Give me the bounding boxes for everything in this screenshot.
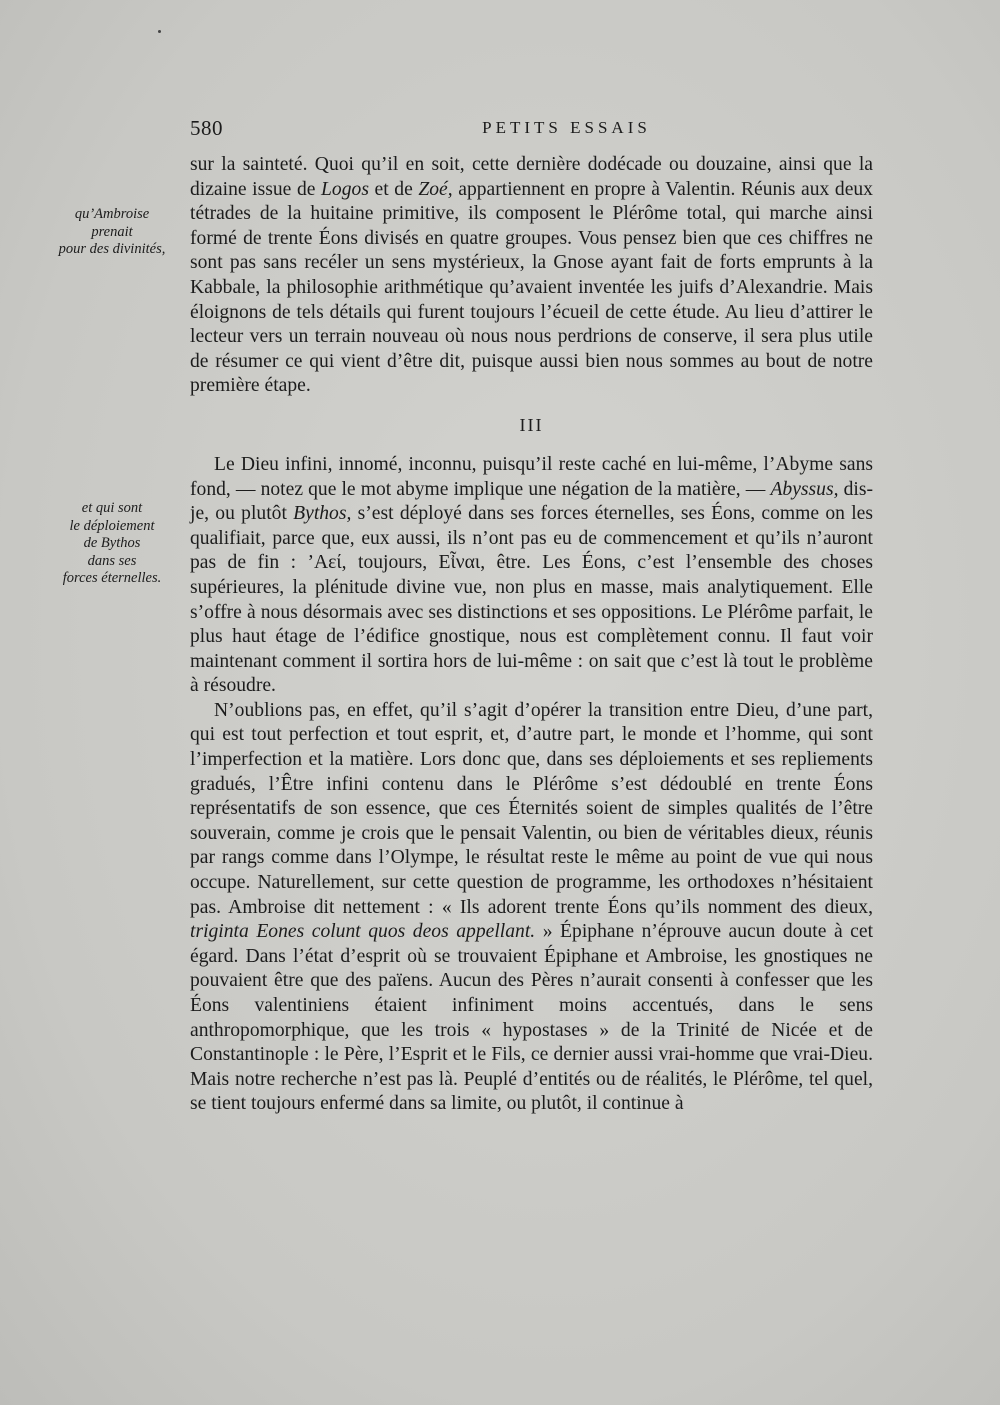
running-head: PETITS ESSAIS	[482, 118, 651, 137]
body-text	[190, 153, 873, 1117]
margin-note-line: de Bythos	[83, 535, 141, 551]
margin-note-line: qu’Ambroise	[74, 206, 150, 222]
margin-note-line: dans ses	[87, 552, 137, 569]
margin-note	[42, 206, 182, 259]
text-run: sur la sainteté. Quoi qu’il en soit, cette dernière dodécade ou douzaine, ainsi que la dizaine issue de	[190, 154, 873, 200]
italic-text-run: Bythos,	[293, 503, 352, 525]
text-run: appartiennent en propre à Valentin. Réunis aux deux tétrades de la huitaine primitive, ils composent le Plérôme total, qui marche ainsi formé de trente Éons divisés en quatre groupes. Vous pensez bien que ces chiffres ne sont pas sans recéler un sens mystérieux, la Gnose ayant fait de forts emprunts à la Kabbale, la philosophie arithmétique qu’avaient inventée les juifs d’Alexandrie. Mais éloignons de tels détails qui furent toujours l’écueil de cette étude. Au lieu d’attirer le lecteur vers un terrain nouveau où nous nous perdrions de conserve, il sera plus utile de résumer ce qui vient d’être dit, puisque aussi bien nous sommes au bout de notre première étape.	[190, 178, 873, 397]
paragraph	[190, 453, 873, 699]
margin-note-line: pour des divinités,	[58, 241, 166, 257]
italic-text-run: Abyssus,	[770, 478, 839, 500]
paragraph	[190, 699, 873, 1117]
text-run: dis-je, ou plutôt	[190, 478, 873, 525]
text-run: » Épiphane n’éprouve aucun doute à cet égard. Dans l’état d’esprit où se trouvaient Épiphane et Ambroise, les gnostiques ne pouvaient être que des païens. Aucun des Pères n’aurait consenti à confesser que les Éons valentiniens étaient infiniment moins accentués, dans le sens anthropomorphique, que les trois « hypostases » de la Trinité de Nicée et de Constantinople : le Père, l’Esprit et le Fils, ce dernier aussi vrai-homme que vrai-Dieu. Mais notre recherche n’est pas là. Peuplé d’entités ou de réalités, le Plérôme, tel quel, se tient toujours enfermé dans sa limite, ou plutôt, il continue à	[190, 921, 874, 1115]
margin-note	[42, 500, 182, 588]
paragraph	[190, 153, 873, 399]
section-numeral: III	[519, 414, 544, 435]
italic-text-run: Zoé,	[418, 178, 453, 200]
margin-note-line: forces éternelles.	[62, 570, 162, 586]
ink-speck	[158, 30, 161, 33]
text-run: Le Dieu infini, innomé, inconnu, puisqu’il reste caché en lui-même, l’Abyme sans fond, — notez que le mot abyme implique une négation de la matière, —	[190, 453, 873, 500]
text-run: N’oublions pas, en effet, qu’il s’agit d’opérer la transition entre Dieu, d’une part, qui est tout perfection et tout esprit, et, d’autre part, le monde et l’homme, qui sont l’imperfection et la matière. Lors donc que, dans ses déploiements et ses repliements gradués, l’Être infini contenu dans le Plérôme s’est dédoublé en trente Éons représentatifs de son essence, que ces Éternités soient de simples qualités de l’être souverain, comme je crois que le pensait Valentin, ou bien de véritables dieux, réunis par rangs comme dans l’Olympe, le résultat reste le même au point de vue qui nous occupe. Naturellement, sur cette question de programme, les orthodoxes n’hésitaient pas. Ambroise dit nettement : « Ils adorent trente Éons qu’ils nomment des dieux,	[190, 699, 873, 918]
page-number: 580	[190, 116, 223, 140]
margin-note-line: le déploiement	[69, 517, 155, 534]
page-header	[190, 116, 873, 144]
text-run: et de	[368, 178, 419, 200]
italic-text-run: Logos	[321, 178, 369, 200]
text-run: s’est déployé dans ses forces éternelles, ses Éons, comme on les qualifiait, parce que, eux aussi, ils n’ont pas eu de commencement et qu’ils n’auront pas de fin : ’Αεί, toujours, Εἶναι, être. Les Éons, c’est l’ensemble des choses supérieures, la plénitude divine vue, non plus en masse, mais analytiquement. Elle s’offre à nous désormais avec ses distinctions et ses oppositions. Le Plérôme parfait, le plus haut étage de l’édifice gnostique, nous est complètement connu. Il faut voir maintenant comment il sortira hors de lui-même : on sait que c’est là tout le problème à résoudre.	[190, 503, 873, 697]
italic-text-run: triginta Eones colunt quos deos appellant.	[190, 921, 536, 943]
margin-note-line: et qui sont	[81, 500, 143, 516]
margin-note-line: prenait	[91, 223, 133, 240]
